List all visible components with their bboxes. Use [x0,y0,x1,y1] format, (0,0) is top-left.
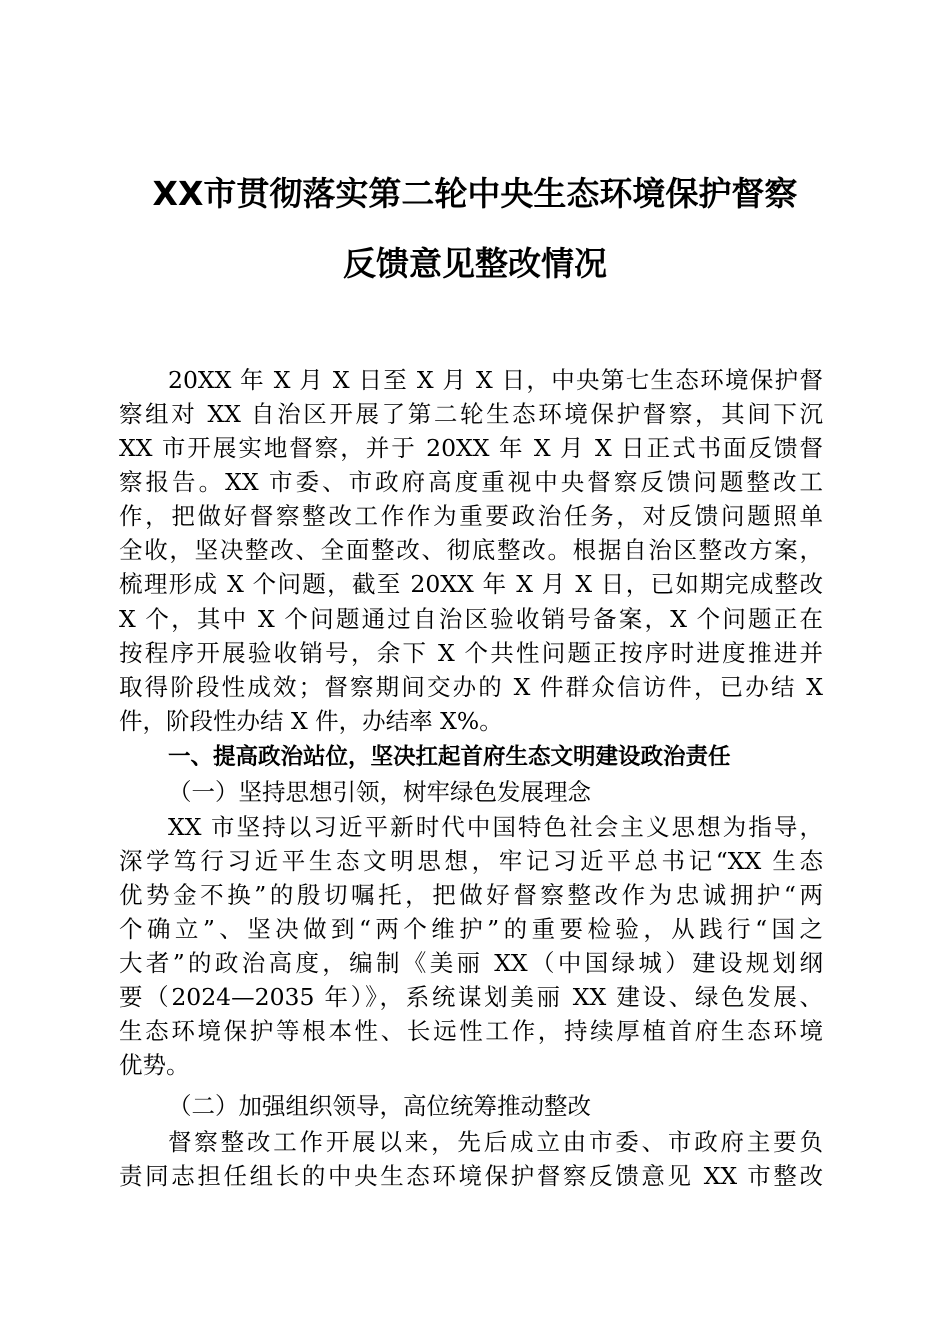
paragraph-line: XX 市坚持以习近平新时代中国特色社会主义思想为指导， [168,813,823,841]
paragraph-line: 按程序开展验收销号，余下 X 个共性问题正按序时进度推进并 [119,639,823,667]
paragraph-line: 深学笃行习近平生态文明思想，牢记习近平总书记“XX 生态 [119,847,823,875]
document-title-line-2: 反馈意见整改情况 [343,244,607,283]
paragraph-line: 察报告。XX 市委、市政府高度重视中央督察反馈问题整改工 [119,468,823,496]
paragraph-line: 责同志担任组长的中央生态环境保护督察反馈意见 XX 市整改 [119,1162,823,1190]
paragraph-line: 大者”的政治高度，编制《美丽 XX（中国绿城）建设规划纲 [119,949,823,977]
paragraph-line: 察组对 XX 自治区开展了第二轮生态环境保护督察，其间下沉 [119,400,823,428]
paragraph-line: 个确立”、坚决做到“两个维护”的重要检验，从践行“国之 [119,915,823,943]
paragraph-line: 要（2024—2035 年）》，系统谋划美丽 XX 建设、绿色发展、 [119,983,823,1011]
paragraph-line: 生态环境保护等根本性、长远性工作，持续厚植首府生态环境 [119,1017,823,1045]
subsection-heading-1: （一）坚持思想引领，树牢绿色发展理念 [168,778,591,806]
document-title-line-1: XX市贯彻落实第二轮中央生态环境保护督察 [152,174,798,213]
paragraph-line: 督察整改工作开展以来，先后成立由市委、市政府主要负 [168,1128,823,1156]
subsection-heading-2: （二）加强组织领导，高位统筹推动整改 [168,1092,591,1120]
section-heading-1: 一、提高政治站位，坚决扛起首府生态文明建设政治责任 [168,744,731,770]
paragraph-line: 全收，坚决整改、全面整改、彻底整改。根据自治区整改方案， [119,536,823,564]
paragraph-line: 作，把做好督察整改工作作为重要政治任务，对反馈问题照单 [119,502,823,530]
paragraph-line: 梳理形成 X 个问题，截至 20XX 年 X 月 X 日，已如期完成整改 [119,570,823,598]
paragraph-line: XX 市开展实地督察，并于 20XX 年 X 月 X 日正式书面反馈督 [119,434,823,462]
paragraph-line: 20XX 年 X 月 X 日至 X 月 X 日，中央第七生态环境保护督 [168,366,823,394]
paragraph-line: 件，阶段性办结 X 件，办结率 X%。 [119,707,503,735]
paragraph-line: 优势金不换”的殷切嘱托，把做好督察整改作为忠诚拥护“两 [119,881,823,909]
paragraph-line: X 个，其中 X 个问题通过自治区验收销号备案，X 个问题正在 [119,605,823,633]
paragraph-line: 优势。 [119,1051,190,1079]
paragraph-line: 取得阶段性成效；督察期间交办的 X 件群众信访件，已办结 X [119,673,823,701]
